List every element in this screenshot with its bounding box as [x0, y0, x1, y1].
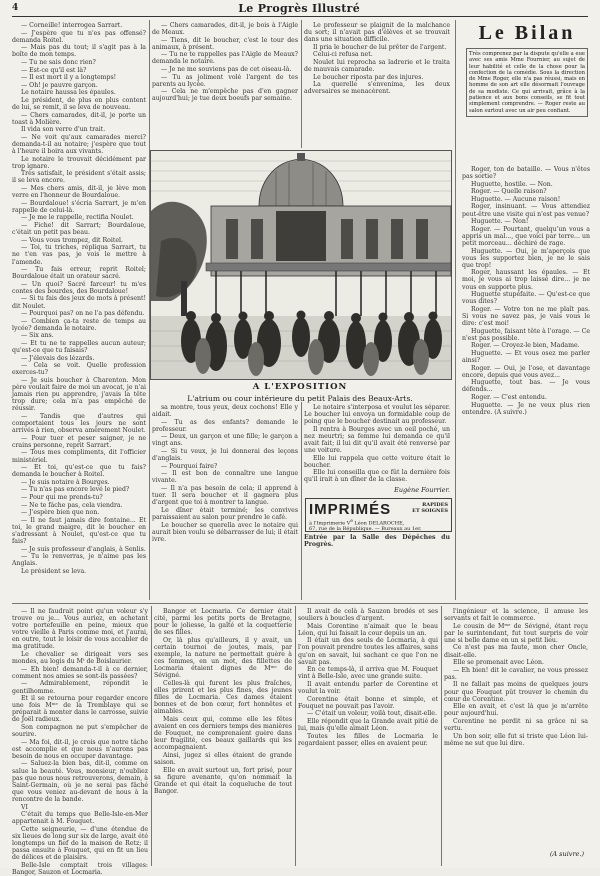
paragraph: — Je ne me souviens pas de cet oiseau-là.: [161, 66, 292, 74]
paragraph: — Pour tuer et peser saigner, je ne crains personne, reprit Sarrart.: [12, 434, 146, 449]
paragraph: Or, là plus qu'ailleurs, il y avait, un certain tournoi de joutes, mais, par exemple, la nature ne permettait guère à ces femmes, en un mot, des fillettes de Locmaria étaient dignes de Mᵐᵉ de Sévigné.: [154, 636, 292, 680]
paragraph: Le président, de plus en plus content de lui, se remit, il se leva de nouveau.: [12, 96, 146, 112]
paragraph: Ainsi, jugez si elles étaient de grande saison.: [154, 751, 292, 766]
section-divider: [12, 603, 588, 604]
paragraph: — Il ne faut jamais dire fontaine... Et toi, le grand maigre, dit le boucher en s'adressant à Noulet, qu'est-ce que tu fais?: [12, 516, 146, 546]
caption-subtitle: L'atrium ou cour intérieure du petit Palais des Beaux-Arts.: [187, 394, 413, 403]
paragraph: — Tu ne sais donc rien?: [21, 58, 96, 66]
paragraph: Il avait de celà à Sauzon brodés et ses souliers à boucles d'argent.: [298, 608, 438, 623]
paragraph: En ce temps-là, il arriva que M. Fouquet vint à Belle-Isle, avec une grande suite.: [298, 666, 438, 681]
paragraph: Elle répondit que la Grande avait pitié de lui, mais qu'elle aimait Léon.: [298, 717, 438, 732]
ad-line: 67, rue de la République. — Bureaux au 1er.: [309, 526, 422, 533]
paragraph: Elle lui rappela que cette voiture était le boucher.: [304, 454, 450, 469]
paragraph: — Tiens, dit le boucher, c'est le tour des animaux, à présent.: [152, 36, 298, 51]
paragraph: — Bourdaloue! s'écria Sarrart, je m'en rappelle de celui-là.: [12, 199, 146, 214]
ad-side-label: RAPIDES ET SOIGNÉS: [412, 502, 448, 514]
paragraph: — J'espère que tu n'es pas offensé? demanda Roitel.: [12, 29, 146, 44]
author-signature: Eugène Fourrier.: [394, 486, 450, 494]
paragraph: — Saluez-la bien bas, dit-il, comme on salue la beauté. Vous, monsieur, n'oubliez pas que nous nous retrouverons, demain, à Saint-Germain, où je ne serai pas fâché que vous veniez au-devant de nous à la rencontre de la bande.: [12, 760, 148, 803]
paragraph: Le boucher se querella avec le notaire qui aurait bien voulu se débarrasser de lui; il était ivre.: [152, 521, 298, 543]
bilan-title: Le Bilan: [478, 22, 576, 44]
column-rule: [151, 606, 152, 866]
paragraph: Huguette. — Et vous osez me parler ainsi?: [462, 349, 590, 364]
paragraph: Le notaire s'interposa et voulut les séparer. Le boucher lui envoya un formidable coup de poing que le boucher destinait au professeur.: [304, 404, 450, 426]
paragraph: — Il est mort il y a longtemps!: [21, 74, 117, 82]
paragraph: — Si tu fais des jeux de mots à présent! dit Noulet.: [12, 295, 146, 310]
paragraph: — Il est bon de connaître une langue vivante.: [152, 470, 298, 485]
paragraph: — Pour qui me prends-tu?: [21, 494, 103, 501]
paragraph: — Cela ne m'empêche pas d'en gagner aujourd'hui; je tue deux boeufs par semaine.: [152, 88, 298, 103]
paragraph: Huguette, faisant tête à l'orage. — Ce n'est pas possible.: [462, 327, 590, 342]
printing-advertisement: [305, 498, 452, 532]
paragraph: — Mais pas du tout; il s'agit pas à la boîte de mon temps.: [12, 44, 146, 59]
feuilleton-column-4: [444, 608, 588, 846]
paragraph: l'ingénieur et la science, il amuse les servants et fait le commerce.: [444, 608, 588, 623]
paragraph: — Chers camarades, dit-il, je porte un toast à Molière.: [12, 111, 146, 126]
paragraph: Le notaire haussa les épaules.: [21, 89, 116, 97]
paragraph: Roger, ton de bataille. — Vous n'êtes pas sortie?: [462, 166, 590, 181]
paragraph: Le président se leva.: [21, 567, 87, 575]
paragraph: Le cousin de Mᵐᵉ de Sévigné, étant reçu par le surintendant, fut tout surpris de voir une si belle dame en un si petit lieu.: [444, 622, 588, 644]
paragraph: Ce n'est pas ma faute, mon cher Oncle, disait-elle.: [444, 644, 588, 659]
paragraph: Il avait entendu parler de Corentine et voulut la voir.: [298, 680, 438, 696]
paragraph: — J'élevais des lézards.: [21, 354, 95, 362]
paragraph: Il vida son verre d'un trait.: [21, 126, 106, 134]
paragraph: Roger. — Quelle raison?: [471, 188, 547, 196]
illustration-caption: [150, 382, 450, 403]
paragraph: Il ne fallait pas moins de quelques jours pour que Fouquet pût trouver le chemin du cœur de Corentine.: [444, 681, 588, 703]
paragraph: — Je suis boucher à Charenton. Mon père voulait faire de moi un avocat, je n'ai jamais rien pu apprendre, j'avais la tête trop dure; cela m'a pas empêché de réussir.: [12, 377, 146, 413]
paragraph: — Il ne faudrait point qu'un voleur s'y trouve ou je... Vous auriez, en achetant votre portefeuille en peine, mieux que votre vieille à Paris comme moi, et j'aurai, en outre, tout le loisir de vous accabler de ma gratitude.: [12, 608, 148, 651]
paragraph: — Si tu veux, je lui donnerai des leçons d'anglais.: [152, 448, 298, 463]
bilan-dialogue: [462, 166, 590, 600]
paragraph: Roger, insinuant. — Vous attendiez peut-être une visite qui n'est pas venue?: [462, 203, 590, 218]
ad-line: à l'Imprimerie Ve Léon DELAROCHE,: [309, 518, 405, 527]
paragraph: Il rentra à Bourges avec un oeil poché, un nez meurtri; sa femme lui demanda ce qu'il avait fait; il lui dit qu'il avait été renversé par une voiture.: [304, 425, 450, 455]
paragraph: Elle se promenait avec Léon.: [453, 659, 544, 667]
paragraph: Celui-ci refusa net.: [313, 51, 373, 59]
newspaper-title: Le Progrès Illustré: [238, 1, 360, 15]
paragraph: Très satisfait, le président s'était assis; il se leva encore.: [12, 170, 146, 185]
paragraph: — Six ans.: [21, 332, 54, 340]
paragraph: — Tu fais erreur, reprit Roitel; Bourdaloue était un orateur sacré.: [12, 266, 146, 281]
paragraph: — Toi, tu triches, répliqua Sarrart, tu ne t'en vas pas, je vois le mettre à l'amende.: [12, 244, 146, 266]
paragraph: — Ne voit qu'aux camarades merci? demanda-t-il au notaire; j'espère que tout à l'heure il boira aux vivants.: [12, 133, 146, 156]
paragraph: La querelle s'envenima, les deux adversaires se menacèrent.: [304, 81, 450, 96]
paragraph: — Ne te fâche pas, cela viendra.: [21, 501, 123, 509]
caption-title: A L'EXPOSITION: [252, 382, 348, 392]
paragraph: — Un quoi? Sacré farceur! tu m'es contes des bourdes, des Bourdaloue!: [12, 280, 146, 295]
paragraph: Toutes les filles de Locmaria le regardaient passer, elles en avaient peur.: [298, 732, 438, 747]
paragraph: Cette seigneurie, — d'une étendue de six lieues de long sur six de large, avait été longtemps un fief de la maison de Retz; il passa ensuite à Fouquet, qui en fit un lieu de délices et de plaisirs.: [12, 825, 148, 862]
palais-beaux-arts-engraving: [151, 151, 451, 379]
paragraph: — Vous vous trompez, dit Roitel.: [21, 236, 123, 244]
paragraph: Roger. — Votre ton ne me plaît pas. Si vous ne savez pas, je vais vous le dire: c'est moi!: [462, 305, 590, 327]
paragraph: Le boucher riposta par des injures.: [313, 73, 424, 81]
column-rule: [455, 20, 456, 600]
feuilleton-column-3: [298, 608, 438, 866]
paragraph: — Est-ce qu'il est là?: [21, 66, 87, 74]
column-rule: [301, 402, 302, 600]
paragraph: Un bon soir, elle fut si triste que Léon lui-même ne sut que lui dire.: [444, 732, 588, 747]
paragraph: VI: [21, 803, 28, 811]
paragraph: — Tandis que d'autres qui comportaient tous les jours ne sont arrivés à rien, observa amèrement Noulet.: [12, 412, 146, 435]
paragraph: Elle en avait, et c'est là que je m'arrête pour aujourd'hui.: [444, 703, 588, 718]
column-3-tail-text: [304, 534, 450, 594]
paragraph: — Je suis professeur d'anglais, à Senlis.: [21, 545, 146, 553]
paragraph: — Oh! je pauvre garçon.: [21, 81, 98, 89]
paragraph: Belle-Isle comptait trois villages: Bangor, Sauzon et Locmaria.: [12, 861, 148, 876]
paragraph: — Cela se voit. Quelle profession exerces-tu?: [12, 362, 146, 377]
feuilleton-column-2: [154, 608, 292, 866]
column-rule: [301, 20, 302, 148]
paragraph: — Fiche! dit Sarrart; Bourdaloue, c'était un petit pas beau.: [12, 222, 146, 237]
paragraph: Et il se retourna pour regarder encore une fois Mᵐᵉ de la Tremblaye qui se préparait à monter dans le carrosse, suivie de Joël radieux.: [12, 695, 148, 724]
paragraph: Huguette. — Non!: [471, 218, 529, 226]
bilan-intro: Très comprenez par la dispute qu'elle a eue avec ses amis Mme Fournier, au sujet de leur habilité et celle de la chose pour la confection de la comédie. Sous la direction de Mme Roger, elle n'a pas réussi, mais en homme de son art elle désormait l'ouvrage de sa modiste. Ce qui arrivait, grâce à la patience et aux bons conseils, se fit tout simplement comprendre. — Roger reste au salon surtout avec un air peu confiant.: [466, 48, 588, 117]
paragraph: — Corneille! interrogea Sarrart.: [21, 22, 123, 29]
column-rule: [441, 606, 442, 866]
page-number: 4: [12, 3, 19, 13]
paragraph: Roger. — Croyez-le bien, Madame.: [471, 342, 580, 350]
paragraph: — Tu as joliment volé l'argent de tes parents au lycée.: [152, 73, 298, 88]
exposition-illustration: [150, 150, 452, 380]
paragraph: Son compagnon ne put s'empêcher de sourire.: [12, 724, 148, 739]
paragraph: Celles-là qui furent les plus fraîches, elles prirent et les plus fines, des jeunes filles de Locmaria. Ces dames étaient bonnes et de bon cœur, fort honnêtes et aimables.: [154, 679, 292, 716]
feuilleton-column-1: [12, 608, 148, 876]
column-3-bottom-text: [304, 404, 450, 484]
paragraph: C'était du temps que Belle-Isle-en-Mer appartenait à M. Fouquet.: [12, 811, 148, 826]
page-header: [12, 0, 588, 17]
paragraph: Il était un des seuls de Locmaria, à qui l'on pouvait prendre toutes les affaires, sans qu'on en savait, lui sachant ce que l'on ne savait pas.: [298, 637, 438, 666]
paragraph: — Tu ne te rappelles pas l'Aigle de Meaux? demanda le notaire.: [152, 51, 298, 66]
paragraph: Mais ceux qui, comme elle les fêtes avaient en ces derniers temps des manières de Fouquet, ne comprenaient guère dans leur fragilité, ces beaux gaillards qui les accompagnaient.: [154, 715, 293, 752]
paragraph: Huguette stupéfaite. — Qu'est-ce que vous dites?: [462, 291, 590, 306]
paragraph: — Tu le renverras, je n'aime pas les Anglais.: [12, 553, 146, 568]
paragraph: — Tu as des enfants? demande le professeur.: [152, 418, 298, 433]
paragraph: Noulet lui reprocha sa ladrerie et le traita de mauvais camarade.: [304, 58, 450, 74]
paragraph: — Je suis notaire à Bourges.: [21, 478, 110, 486]
paragraph: Corentine ne perdit ni sa grâce ni sa vertu.: [444, 717, 588, 732]
column-2-top-text: [152, 22, 298, 146]
paragraph: Le dîner était terminé; les convives paraissaient au salon pour prendre le café.: [152, 506, 298, 521]
paragraph: Le notaire le trouvait décidément par trop ignare.: [12, 155, 146, 170]
paragraph: — Pourquoi pas? on ne l'a pas défendu.: [21, 310, 145, 318]
paragraph: — Eh bien! demanda-t-il à ce dernier, comment nos amies se sont-ils passées?: [12, 665, 148, 680]
paragraph: — Deux, un garçon et une fille; le garçon a vingt ans.: [152, 433, 298, 448]
paragraph: Bangor et Locmaria. Ce dernier était cité, parmi les petits ports de Bretagne, pour le joliesse, la gaîté et la coquetterie de ses filles.: [154, 608, 292, 637]
column-2-bottom-text: [152, 404, 298, 600]
paragraph: — J'espère bien que non.: [21, 509, 100, 517]
paragraph: Le professeur se plaignit de la malchance du sort; il n'avait pas d'élèves et se trouvait dans une situation difficile.: [304, 22, 450, 44]
paragraph: — Et toi, qu'est-ce que tu fais? demanda le boucher à Roitel.: [12, 464, 146, 479]
paragraph: Mais Corentine n'aimait que le beau Léon, qui lui faisait la cour depuis un an.: [298, 622, 438, 637]
column-1-text: [12, 22, 146, 600]
paragraph: — Et tu ne te rappelles aucun auteur; qu'est-ce que tu faisais?: [12, 340, 146, 355]
paragraph: — Tu n'as pas encore levé le pied?: [21, 486, 130, 494]
paragraph: Roger. — C'est entendu.: [471, 393, 547, 401]
paragraph: Corentine était bonne et simple, et Fouquet ne pouvait pas l'avoir.: [298, 695, 438, 710]
paragraph: — Eh bien! dit le cavalier, ne vous pressez pas.: [444, 666, 588, 681]
paragraph: Il pria le boucher de lui prêter de l'argent.: [313, 43, 447, 51]
paragraph: — C'était un voleur, voilà tout, disait-elle.: [307, 710, 437, 718]
paragraph: — Ma foi, dit-il, je crois que notre tâche est accomplie et que nous n'aurons pas besoin de nous en occuper davantage.: [12, 738, 148, 760]
paragraph: Huguette. — Oui, je m'aperçois que vous les supportez bien, je ne le sais que trop!: [462, 247, 590, 269]
paragraph: — Tous mes compliments, dit l'officier ministériel.: [12, 449, 146, 464]
paragraph: Huguette, hostile. — Non.: [471, 180, 553, 188]
paragraph: sa montre, tous yeux, deux cochons! Elle y aidait.: [152, 404, 298, 419]
paragraph: — Combien ça-ta reste de temps au lycée? demanda le notaire.: [12, 317, 146, 332]
paragraph: Huguette. — Je ne veux plus rien entendre. (A suivre.): [462, 401, 590, 416]
paragraph: — Mes chers amis, dit-il, je lève mon verre en l'honneur de Bourdaloue.: [12, 185, 146, 200]
paragraph: Elle en avait surtout un, fort prisé, pour sa figure avenante, qu'on nommait la Grande et qui était la coqueluche de tout Bangor.: [154, 766, 292, 795]
to-be-continued: (A suivre.): [549, 850, 584, 858]
paragraph: Roger. — Pourtant, quelqu'un vous a appris un mal..., que voici par terre... un petit morceau... déchiré de rage.: [462, 225, 590, 247]
paragraph: Elle lui conseilla que ce fût la dernière fois qu'il irait à un dîner de la classe.: [304, 469, 450, 484]
paragraph: Huguette, tout bas. — Je vous défends...: [462, 379, 590, 394]
ad-headline: IMPRIMÉS: [309, 501, 392, 518]
paragraph: — Je me le rappelle, rectifia Noulet.: [21, 214, 134, 222]
column-3-top-text: [304, 22, 450, 146]
paragraph: — Admirablement, répondit le gentilhomme.: [12, 680, 148, 695]
paragraph: — Pourquoi faire?: [161, 462, 218, 470]
paragraph: Roger, haussant les épaules. — Et moi, je vous ai trop laissé dire... je ne vous en supporte plus.: [462, 269, 590, 291]
ad-line: Entrée par la Salle des Dépêches du Progrès.: [304, 534, 450, 549]
paragraph: — Chers camarades, dit-il, je bois à l'Aigle de Meaux.: [152, 22, 298, 37]
paragraph: Le chevalier se dirigeait vers ses mondes, au logis du Mᵗ de Boislaurier.: [12, 651, 148, 666]
paragraph: — Il n'a pas besoin de cela; il apprend à tuer. Il sera boucher et il gagnera plus d'argent que toi à montrer ta langue.: [152, 485, 298, 507]
paragraph: Huguette. — Aucune raison!: [471, 195, 561, 203]
column-rule: [295, 606, 296, 866]
paragraph: Roger. — Oui, je l'ose, et davantage encore, depuis que vous avez...: [462, 364, 590, 379]
